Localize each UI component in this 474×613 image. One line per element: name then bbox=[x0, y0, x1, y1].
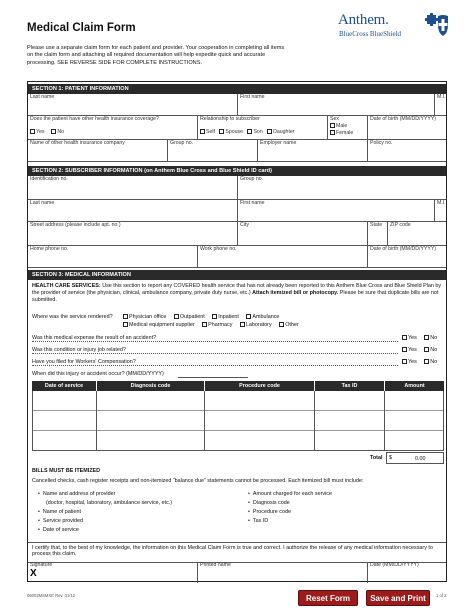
accident-no-checkbox[interactable] bbox=[424, 335, 429, 340]
relationship-son-checkbox[interactable] bbox=[247, 129, 252, 134]
subscriber-dob-label: Date of birth (MM/DD/YYYY) bbox=[370, 246, 437, 252]
health-care-services-note bbox=[32, 283, 444, 304]
sex-male-checkbox[interactable] bbox=[330, 123, 335, 128]
bills-left-list bbox=[38, 490, 172, 535]
other-group-no-label: Group no. bbox=[170, 140, 194, 146]
col-amount: Amount bbox=[384, 381, 444, 391]
bill-item-procedure: • Procedure code bbox=[248, 508, 332, 517]
bills-itemized-title: BILLS MUST BE ITEMIZED bbox=[32, 468, 100, 474]
bills-right-list bbox=[248, 490, 332, 526]
city-label: City bbox=[240, 222, 249, 228]
reset-form-button[interactable]: Reset Form bbox=[298, 590, 358, 606]
accident-yes-checkbox[interactable] bbox=[402, 335, 407, 340]
bill-item-patient: • Name of patient bbox=[38, 508, 172, 517]
subscriber-last-name-field[interactable] bbox=[28, 200, 238, 222]
accident-no-label: No bbox=[430, 335, 438, 341]
relationship-self-label: Self bbox=[206, 128, 215, 135]
subscriber-id-label: Identification no. bbox=[30, 176, 68, 182]
city-field[interactable] bbox=[238, 222, 368, 246]
subscriber-mi-field[interactable] bbox=[435, 200, 446, 222]
outpatient-checkbox[interactable] bbox=[174, 314, 179, 319]
printed-name-field[interactable] bbox=[198, 562, 368, 583]
divider bbox=[28, 542, 446, 543]
anthem-logo bbox=[330, 10, 450, 42]
service-location-options-row1 bbox=[123, 314, 279, 320]
state-field[interactable] bbox=[368, 222, 388, 246]
col-tax-id: Tax ID bbox=[314, 381, 384, 391]
work-phone-field[interactable] bbox=[198, 246, 368, 268]
zip-label: ZIP code bbox=[390, 222, 411, 228]
pharmacy-label: Pharmacy bbox=[208, 322, 233, 328]
other-coverage-cell bbox=[28, 116, 198, 140]
medical-equipment-label: Medical equipment supplier bbox=[129, 322, 195, 328]
bills-itemized-text: Cancelled checks, cash register receipts and non-itemized “balance due” statements cannot be processed. Each itemized bill must include: bbox=[32, 478, 364, 484]
injury-date-label: When did this injury or accident occur? (MM/DD/YYYY) bbox=[32, 371, 164, 377]
sex-female-label: Female bbox=[336, 129, 354, 136]
policy-no-field[interactable] bbox=[368, 140, 446, 162]
patient-first-name-label: First name bbox=[240, 94, 265, 100]
sex-female-checkbox[interactable] bbox=[330, 130, 335, 135]
zip-field[interactable] bbox=[388, 222, 446, 246]
other-coverage-no-label: No bbox=[57, 128, 65, 135]
patient-last-name-label: Last name bbox=[30, 94, 55, 100]
subscriber-first-name-label: First name bbox=[240, 200, 265, 206]
subscriber-id-field[interactable] bbox=[28, 176, 238, 200]
signature-label: Signature bbox=[30, 562, 53, 568]
sex-label: Sex bbox=[330, 116, 339, 122]
other-group-no-field[interactable] bbox=[168, 140, 258, 162]
relationship-self-checkbox[interactable] bbox=[200, 129, 205, 134]
other-coverage-label: Does the patient have other health insurance coverage? bbox=[30, 116, 159, 122]
inpatient-checkbox[interactable] bbox=[212, 314, 217, 319]
hcs-text: Use this section to report any COVERED health service that has not already been reported to this Anthem Blue Cross and Blue Shield Plan by the provider of service (the physician, clinical, ambulance company, private duty nurse, etc.) bbox=[32, 283, 442, 297]
table-row[interactable] bbox=[33, 431, 443, 451]
page-number: 1 of 2 bbox=[436, 593, 447, 598]
injury-date-field[interactable] bbox=[178, 370, 248, 378]
job-related-options bbox=[402, 347, 437, 353]
other-location-checkbox[interactable] bbox=[279, 322, 284, 327]
table-row[interactable] bbox=[33, 391, 443, 411]
laboratory-checkbox[interactable] bbox=[240, 322, 245, 327]
subscriber-last-name-label: Last name bbox=[30, 200, 55, 206]
subscriber-first-name-field[interactable] bbox=[238, 200, 435, 222]
job-related-yes-label: Yes bbox=[408, 347, 417, 353]
bill-item-provider: • Name and address of provider bbox=[38, 490, 172, 499]
logo-name: Anthem. bbox=[338, 12, 389, 28]
section-2-header: SECTION 2: SUBSCRIBER INFORMATION (on Anthem Blue Cross and Blue Shield ID card) bbox=[28, 166, 446, 176]
relationship-daughter-label: Daughter bbox=[273, 128, 295, 135]
workers-comp-no-checkbox[interactable] bbox=[424, 359, 429, 364]
bluecross-blueshield-icon bbox=[425, 12, 449, 38]
total-currency: $ bbox=[389, 455, 392, 461]
job-related-no-label: No bbox=[430, 347, 438, 353]
inpatient-label: Inpatient bbox=[218, 314, 239, 320]
page-title: Medical Claim Form bbox=[27, 22, 136, 34]
subscriber-mi-label: M.I. bbox=[437, 200, 446, 206]
state-label: State bbox=[370, 222, 383, 228]
pharmacy-checkbox[interactable] bbox=[202, 322, 207, 327]
logo-subtitle: BlueCross BlueShield bbox=[339, 30, 402, 38]
employer-label: Employer name bbox=[260, 140, 297, 146]
accident-yes-label: Yes bbox=[408, 335, 417, 341]
relationship-spouse-label: Spouse bbox=[225, 128, 244, 135]
intro-instructions: Please use a separate claim form for each patient and provider. Your cooperation in completing all items on the claim form and attaching all required documentation will help expedite quick and accurate processing. SEE REVERSE SIDE FOR COMPLETE INSTRUCTIONS. bbox=[27, 45, 285, 66]
bill-item-date: • Date of service bbox=[38, 526, 172, 535]
sex-cell bbox=[328, 116, 368, 140]
patient-dob-label: Date of birth (MM/DD/YYYY) bbox=[370, 116, 437, 122]
signature-date-label: Date (MM/DD/YYYY) bbox=[370, 562, 419, 568]
services-table-body bbox=[32, 391, 444, 451]
physician-office-checkbox[interactable] bbox=[123, 314, 128, 319]
total-field bbox=[386, 452, 444, 464]
workers-comp-yes-label: Yes bbox=[408, 359, 417, 365]
relationship-cell bbox=[198, 116, 328, 140]
accident-question bbox=[32, 335, 398, 342]
patient-last-name-field[interactable] bbox=[28, 94, 238, 116]
bill-item-diagnosis: • Diagnosis code bbox=[248, 499, 332, 508]
form-code: 06002MSMXE Rev. 01/12 bbox=[27, 593, 76, 598]
subscriber-group-field[interactable] bbox=[238, 176, 446, 200]
accident-options bbox=[402, 335, 437, 341]
hcs-heading: HEALTH CARE SERVICES: bbox=[32, 283, 101, 289]
table-divider bbox=[204, 391, 205, 451]
section-1-header: SECTION 1: PATIENT INFORMATION bbox=[28, 84, 446, 94]
other-coverage-yes-checkbox[interactable] bbox=[30, 129, 35, 134]
workers-comp-question bbox=[32, 359, 398, 366]
other-company-field[interactable] bbox=[28, 140, 168, 162]
workers-comp-question-label: Have you filed for Workers' Compensation? bbox=[32, 359, 136, 365]
home-phone-field[interactable] bbox=[28, 246, 198, 268]
job-related-yes-checkbox[interactable] bbox=[402, 347, 407, 352]
workers-comp-yes-checkbox[interactable] bbox=[402, 359, 407, 364]
employer-field[interactable] bbox=[258, 140, 368, 162]
bill-item-tax-id: • Tax ID bbox=[248, 517, 332, 526]
physician-office-label: Physician office bbox=[129, 314, 167, 320]
subscriber-group-label: Group no. bbox=[240, 176, 264, 182]
work-phone-label: Work phone no. bbox=[200, 246, 237, 252]
col-date-of-service: Date of service bbox=[32, 381, 96, 391]
table-divider bbox=[384, 391, 385, 451]
relationship-spouse-checkbox[interactable] bbox=[219, 129, 224, 134]
col-procedure-code: Procedure code bbox=[204, 381, 314, 391]
medical-equipment-checkbox[interactable] bbox=[123, 322, 128, 327]
certification-text: I certify that, to the best of my knowledge, the information on this Medical Claim Form is true and correct. I authorize the release of any medical information necessary to process this claim. bbox=[32, 545, 433, 558]
bill-item-service: • Service provided bbox=[38, 517, 172, 526]
service-location-label: Where was the service rendered? bbox=[32, 314, 113, 320]
patient-mi-field[interactable] bbox=[435, 94, 446, 116]
outpatient-label: Outpatient bbox=[179, 314, 205, 320]
ambulance-label: Ambulance bbox=[252, 314, 280, 320]
job-related-question-label: Was this condition or injury job related? bbox=[32, 347, 126, 353]
bill-item-provider-detail: (doctor, hospital, laboratory, ambulance service, etc.) bbox=[46, 499, 173, 506]
policy-no-label: Policy no. bbox=[370, 140, 393, 146]
total-value: 0.00 bbox=[415, 456, 426, 462]
signature-mark: X bbox=[30, 567, 37, 579]
signature-field[interactable] bbox=[28, 562, 198, 583]
patient-first-name-field[interactable] bbox=[238, 94, 435, 116]
accident-question-label: Was this medical expense the result of an accident? bbox=[32, 335, 157, 341]
table-divider bbox=[96, 391, 97, 451]
printed-name-label: Printed name bbox=[200, 562, 231, 568]
hcs-text-2: Please be sure that duplicate bills are not submitted. bbox=[32, 290, 439, 304]
street-address-label: Street address (please include apt. no.) bbox=[30, 222, 121, 228]
save-and-print-button[interactable]: Save and Print bbox=[366, 590, 430, 606]
relationship-label: Relationship to subscriber bbox=[200, 116, 260, 122]
signature-date-field[interactable] bbox=[368, 562, 446, 583]
patient-dob-field[interactable] bbox=[368, 116, 446, 140]
sex-male-label: Male bbox=[336, 122, 348, 129]
street-address-field[interactable] bbox=[28, 222, 238, 246]
table-divider bbox=[314, 391, 315, 451]
workers-comp-no-label: No bbox=[430, 359, 438, 365]
laboratory-label: Laboratory bbox=[245, 322, 272, 328]
workers-comp-options bbox=[402, 359, 437, 365]
total-label: Total bbox=[370, 455, 383, 461]
section-3-header: SECTION 3: MEDICAL INFORMATION bbox=[28, 270, 446, 280]
patient-mi-label: M.I. bbox=[437, 94, 446, 100]
home-phone-label: Home phone no. bbox=[30, 246, 69, 252]
bill-item-amount: • Amount charged for each service bbox=[248, 490, 332, 499]
table-row[interactable] bbox=[33, 411, 443, 431]
job-related-no-checkbox[interactable] bbox=[424, 347, 429, 352]
relationship-son-label: Son bbox=[253, 128, 263, 135]
other-coverage-yes-label: Yes bbox=[36, 128, 45, 135]
claim-form bbox=[27, 81, 447, 582]
ambulance-checkbox[interactable] bbox=[246, 314, 251, 319]
other-company-label: Name of other health insurance company bbox=[30, 140, 125, 146]
other-coverage-no-checkbox[interactable] bbox=[51, 129, 56, 134]
service-location-options-row2 bbox=[123, 322, 299, 328]
other-location-label: Other bbox=[285, 322, 299, 328]
relationship-daughter-checkbox[interactable] bbox=[267, 129, 272, 134]
hcs-attach: Attach itemized bill or photocopy. bbox=[252, 290, 339, 297]
job-related-question bbox=[32, 347, 398, 354]
col-diagnosis-code: Diagnosis code bbox=[96, 381, 204, 391]
subscriber-dob-field[interactable] bbox=[368, 246, 446, 268]
